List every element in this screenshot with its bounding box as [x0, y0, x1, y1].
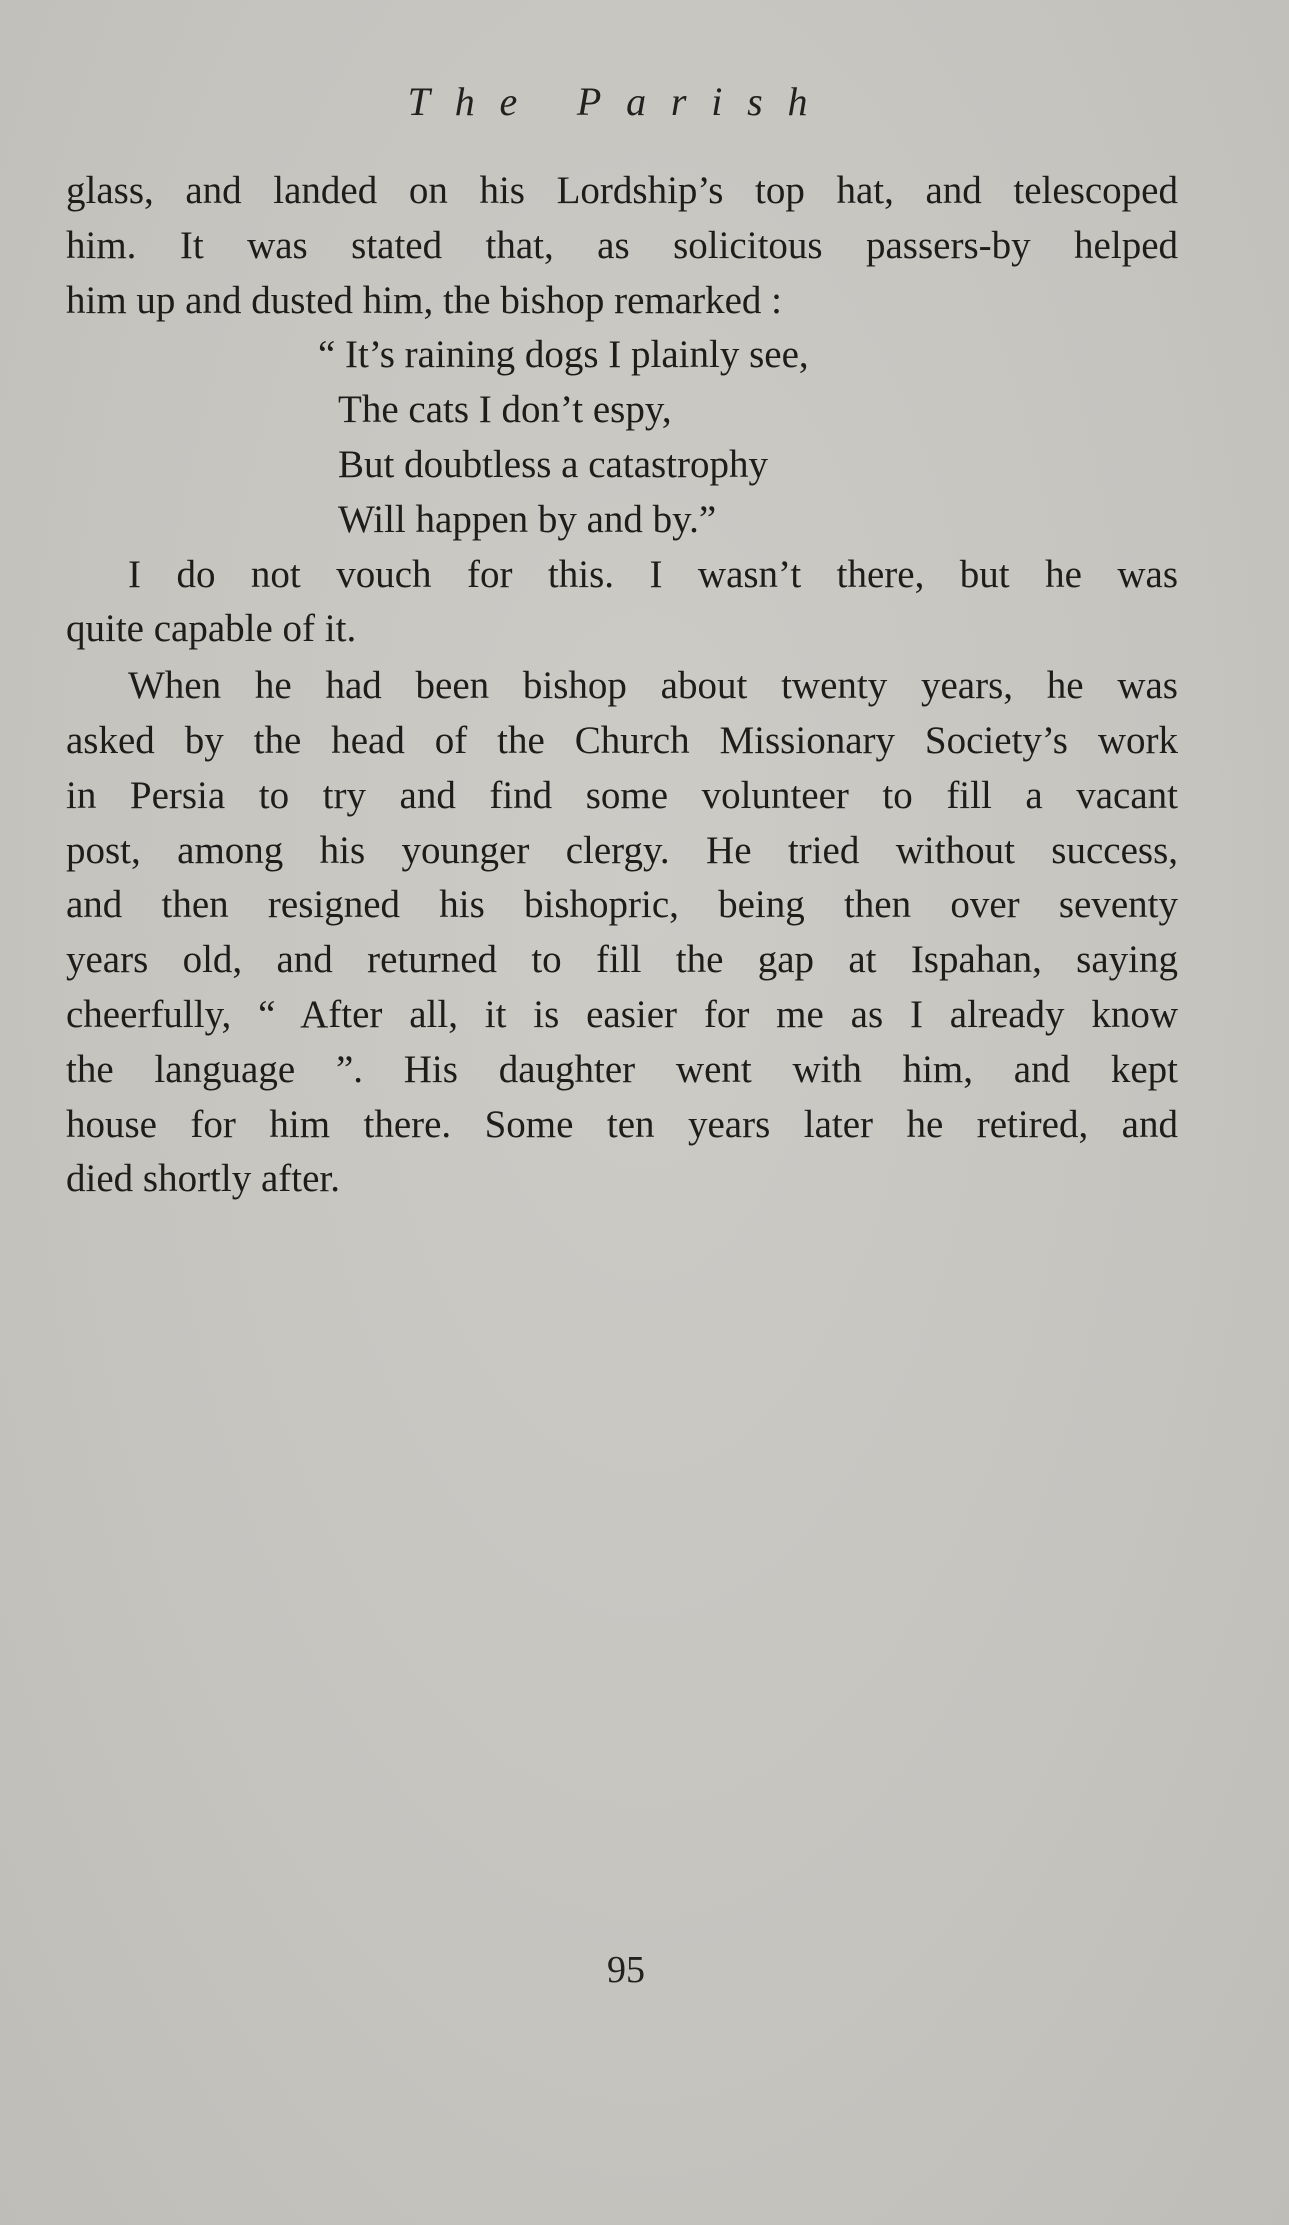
- text-line: cheerfully, “ After all, it is easier for me as I already know: [66, 992, 1178, 1036]
- verse-block: [66, 328, 1178, 547]
- verse-line: “ It’s raining dogs I plainly see,: [318, 333, 809, 377]
- text-line: and then resigned his bishopric, being then over seventy: [66, 883, 1178, 927]
- text-line: glass, and landed on his Lordship’s top hat, and telescoped: [66, 169, 1178, 212]
- text-line: quite capable of it.: [66, 607, 357, 651]
- text-line: post, among his younger clergy. He tried without success,: [66, 828, 1178, 872]
- paragraph-1: [66, 164, 1178, 328]
- verse-line: Will happen by and by.”: [338, 497, 717, 541]
- running-head: The Parish: [407, 79, 833, 124]
- text-line: him. It was stated that, as solicitous passers-by helped: [66, 223, 1178, 267]
- text-line: When he had been bishop about twenty years, he was: [128, 664, 1178, 708]
- text-line: I do not vouch for this. I wasn’t there, but he was: [128, 552, 1178, 596]
- text-line: in Persia to try and find some volunteer to fill a vacant: [66, 773, 1178, 817]
- text-line: house for him there. Some ten years later he retired, and: [66, 1102, 1178, 1146]
- paragraph-3: [66, 659, 1178, 1207]
- text-line: him up and dusted him, the bishop remarked :: [66, 278, 782, 322]
- page-number: 95: [607, 1949, 645, 1991]
- text-line: years old, and returned to fill the gap at Ispahan, saying: [66, 938, 1178, 982]
- verse-line: The cats I don’t espy,: [338, 388, 672, 432]
- text-line: the language ”. His daughter went with him, and kept: [66, 1047, 1178, 1091]
- text-line: asked by the head of the Church Missionary Society’s work: [66, 718, 1178, 762]
- text-line: died shortly after.: [66, 1157, 341, 1201]
- paragraph-2: [66, 548, 1178, 658]
- body-text: [66, 164, 1178, 1207]
- verse-line: But doubtless a catastrophy: [338, 442, 769, 486]
